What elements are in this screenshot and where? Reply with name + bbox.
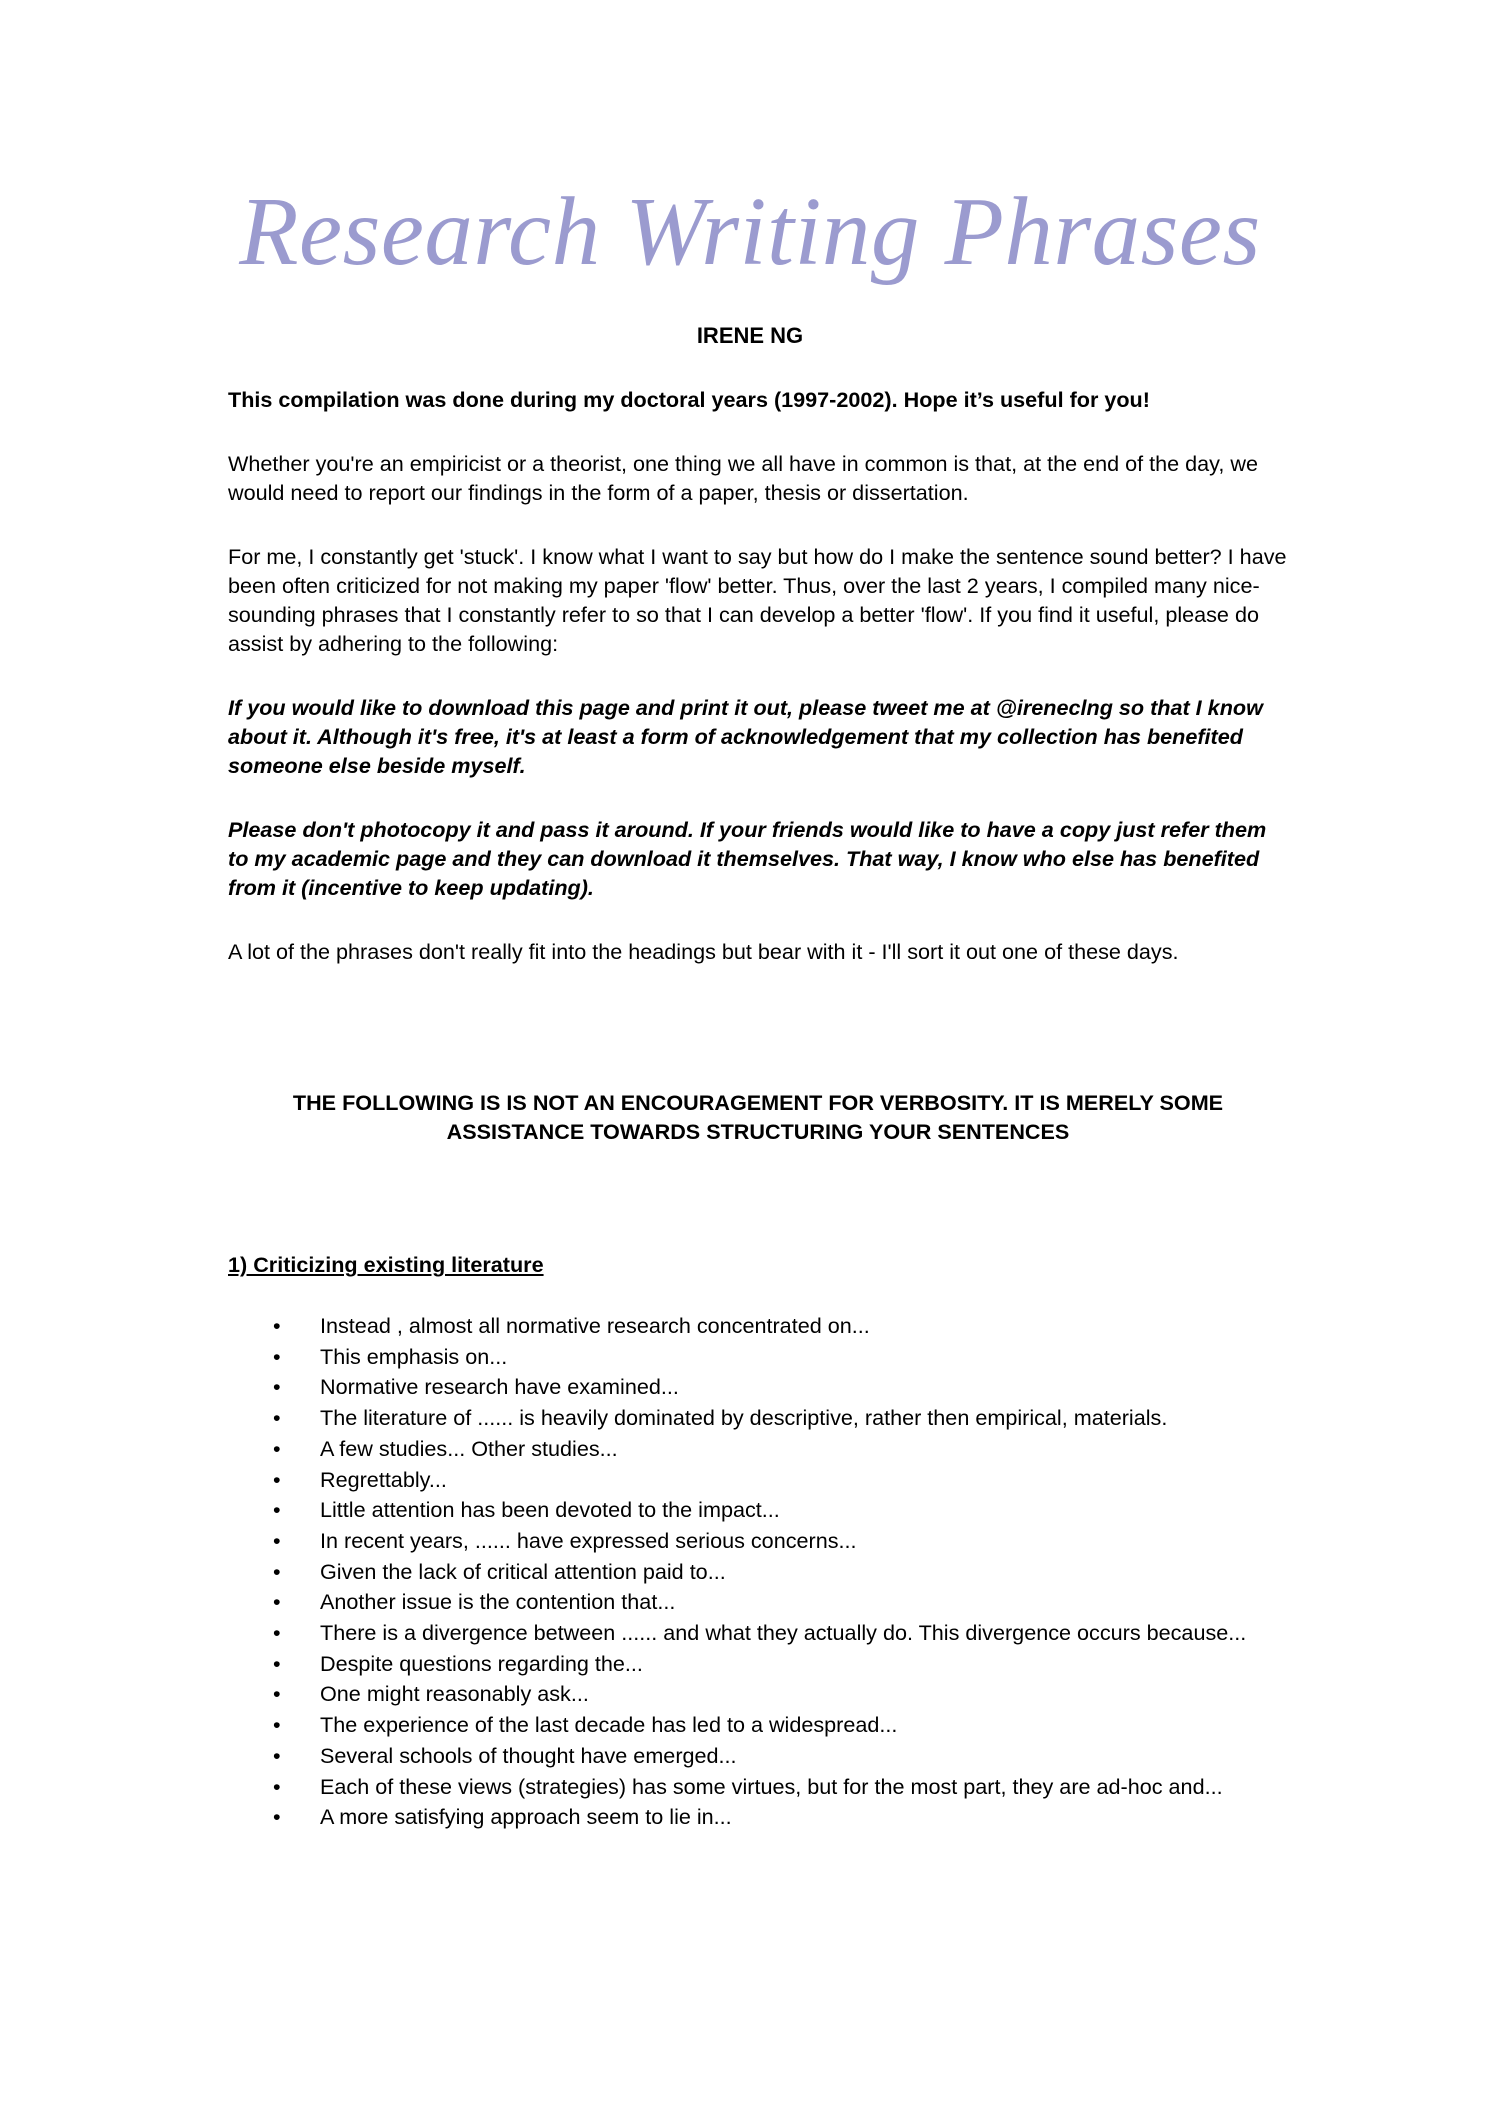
- phrase-text: A more satisfying approach seem to lie in...: [320, 1804, 732, 1830]
- intro-paragraph-3: A lot of the phrases don't really fit into the headings but bear with it - I'll sort it out one of these days.: [228, 939, 1179, 964]
- bullet-icon: •: [273, 1374, 281, 1400]
- bullet-icon: •: [273, 1620, 281, 1646]
- request-paragraph-2: Please don't photocopy it and pass it around. If your friends would like to have a copy just refer them to my academic page and they can download it themselves. That way, I know who else has benefited from it (incentive to keep updating).: [228, 817, 1267, 900]
- bullet-icon: •: [273, 1313, 281, 1338]
- list-item: [228, 1772, 1288, 1803]
- bullet-icon: •: [273, 1558, 281, 1584]
- section-heading: 1) Criticizing existing literature: [228, 1252, 544, 1277]
- bullet-icon: •: [273, 1742, 281, 1768]
- list-item: [228, 1311, 1288, 1342]
- bullet-icon: •: [273, 1804, 281, 1830]
- list-item: [228, 1618, 1288, 1649]
- author-name: IRENE NG: [696, 323, 804, 348]
- bullet-icon: •: [273, 1527, 281, 1553]
- intro-paragraph-2: For me, I constantly get 'stuck'. I know what I want to say but how do I make the sentence sound better? I have been often criticized for not making my paper 'flow' better. Thus, over the last 2 years, I compiled many nice-sounding phrases that I constantly refer to so that I can develop a better 'flow'. If you find it useful, please do assist by adhering to the following:: [228, 544, 1287, 656]
- list-item: [228, 1587, 1288, 1618]
- bullet-icon: •: [273, 1405, 281, 1431]
- bullet-icon: •: [273, 1497, 281, 1523]
- list-item: [228, 1526, 1288, 1557]
- phrase-text: One might reasonably ask...: [320, 1681, 589, 1707]
- bullet-icon: •: [273, 1343, 281, 1369]
- phrase-text: Little attention has been devoted to the impact...: [320, 1497, 780, 1523]
- phrase-text: There is a divergence between ...... and what they actually do. This divergence occurs because...: [320, 1620, 1247, 1646]
- bullet-icon: •: [273, 1435, 281, 1461]
- intro-section: [228, 385, 1288, 1001]
- intro-paragraph-1: Whether you're an empiricist or a theorist, one thing we all have in common is that, at the end of the day, we would need to report our findings in the form of a paper, thesis or dissertation.: [228, 451, 1258, 505]
- list-item: [228, 1495, 1288, 1526]
- phrase-text: Several schools of thought have emerged...: [320, 1742, 737, 1768]
- list-item: [228, 1557, 1288, 1588]
- document-title: Research Writing Phrases: [239, 178, 1261, 285]
- phrase-text: The experience of the last decade has led to a widespread...: [320, 1712, 898, 1738]
- bullet-icon: •: [273, 1773, 281, 1799]
- bullet-icon: •: [273, 1681, 281, 1707]
- bullet-icon: •: [273, 1712, 281, 1738]
- bullet-icon: •: [273, 1650, 281, 1676]
- list-item: [228, 1372, 1288, 1403]
- phrase-text: A few studies... Other studies...: [320, 1435, 618, 1461]
- phrase-text: This emphasis on...: [320, 1343, 508, 1369]
- phrase-text: Each of these views (strategies) has some virtues, but for the most part, they are ad-hoc and...: [320, 1773, 1223, 1799]
- phrase-text: Instead , almost all normative research concentrated on...: [320, 1313, 870, 1338]
- list-item: [228, 1679, 1288, 1710]
- phrase-text: The literature of ...... is heavily dominated by descriptive, rather then empirical, materials.: [320, 1405, 1168, 1431]
- bullet-icon: •: [273, 1589, 281, 1615]
- phrase-text: Another issue is the contention that...: [320, 1589, 676, 1615]
- list-item: [228, 1741, 1288, 1772]
- list-item: [228, 1434, 1288, 1465]
- phrase-text: Despite questions regarding the...: [320, 1650, 643, 1676]
- bullet-icon: •: [273, 1466, 281, 1492]
- phrase-text: Normative research have examined...: [320, 1374, 679, 1400]
- list-item: [228, 1802, 1288, 1833]
- list-item: [228, 1403, 1288, 1434]
- phrase-text: In recent years, ...... have expressed serious concerns...: [320, 1527, 857, 1553]
- phrase-list: [228, 1311, 1288, 1833]
- verbosity-notice: THE FOLLOWING IS IS NOT AN ENCOURAGEMENT FOR VERBOSITY. IT IS MERELY SOME ASSISTANCE TOWARDS STRUCTURING YOUR SENTENCES: [292, 1090, 1224, 1144]
- list-item: [228, 1465, 1288, 1496]
- list-item: [228, 1342, 1288, 1373]
- list-item: [228, 1649, 1288, 1680]
- request-paragraph-1: If you would like to download this page and print it out, please tweet me at @ireneclng so that I know about it. Although it's free, it's at least a form of acknowledgement that my collection has benefited someone else beside myself.: [228, 695, 1263, 778]
- phrase-text: Given the lack of critical attention paid to...: [320, 1558, 726, 1584]
- phrase-text: Regrettably...: [320, 1466, 447, 1492]
- intro-bold-paragraph: This compilation was done during my doctoral years (1997-2002). Hope it’s useful for you!: [228, 387, 1150, 412]
- list-item: [228, 1710, 1288, 1741]
